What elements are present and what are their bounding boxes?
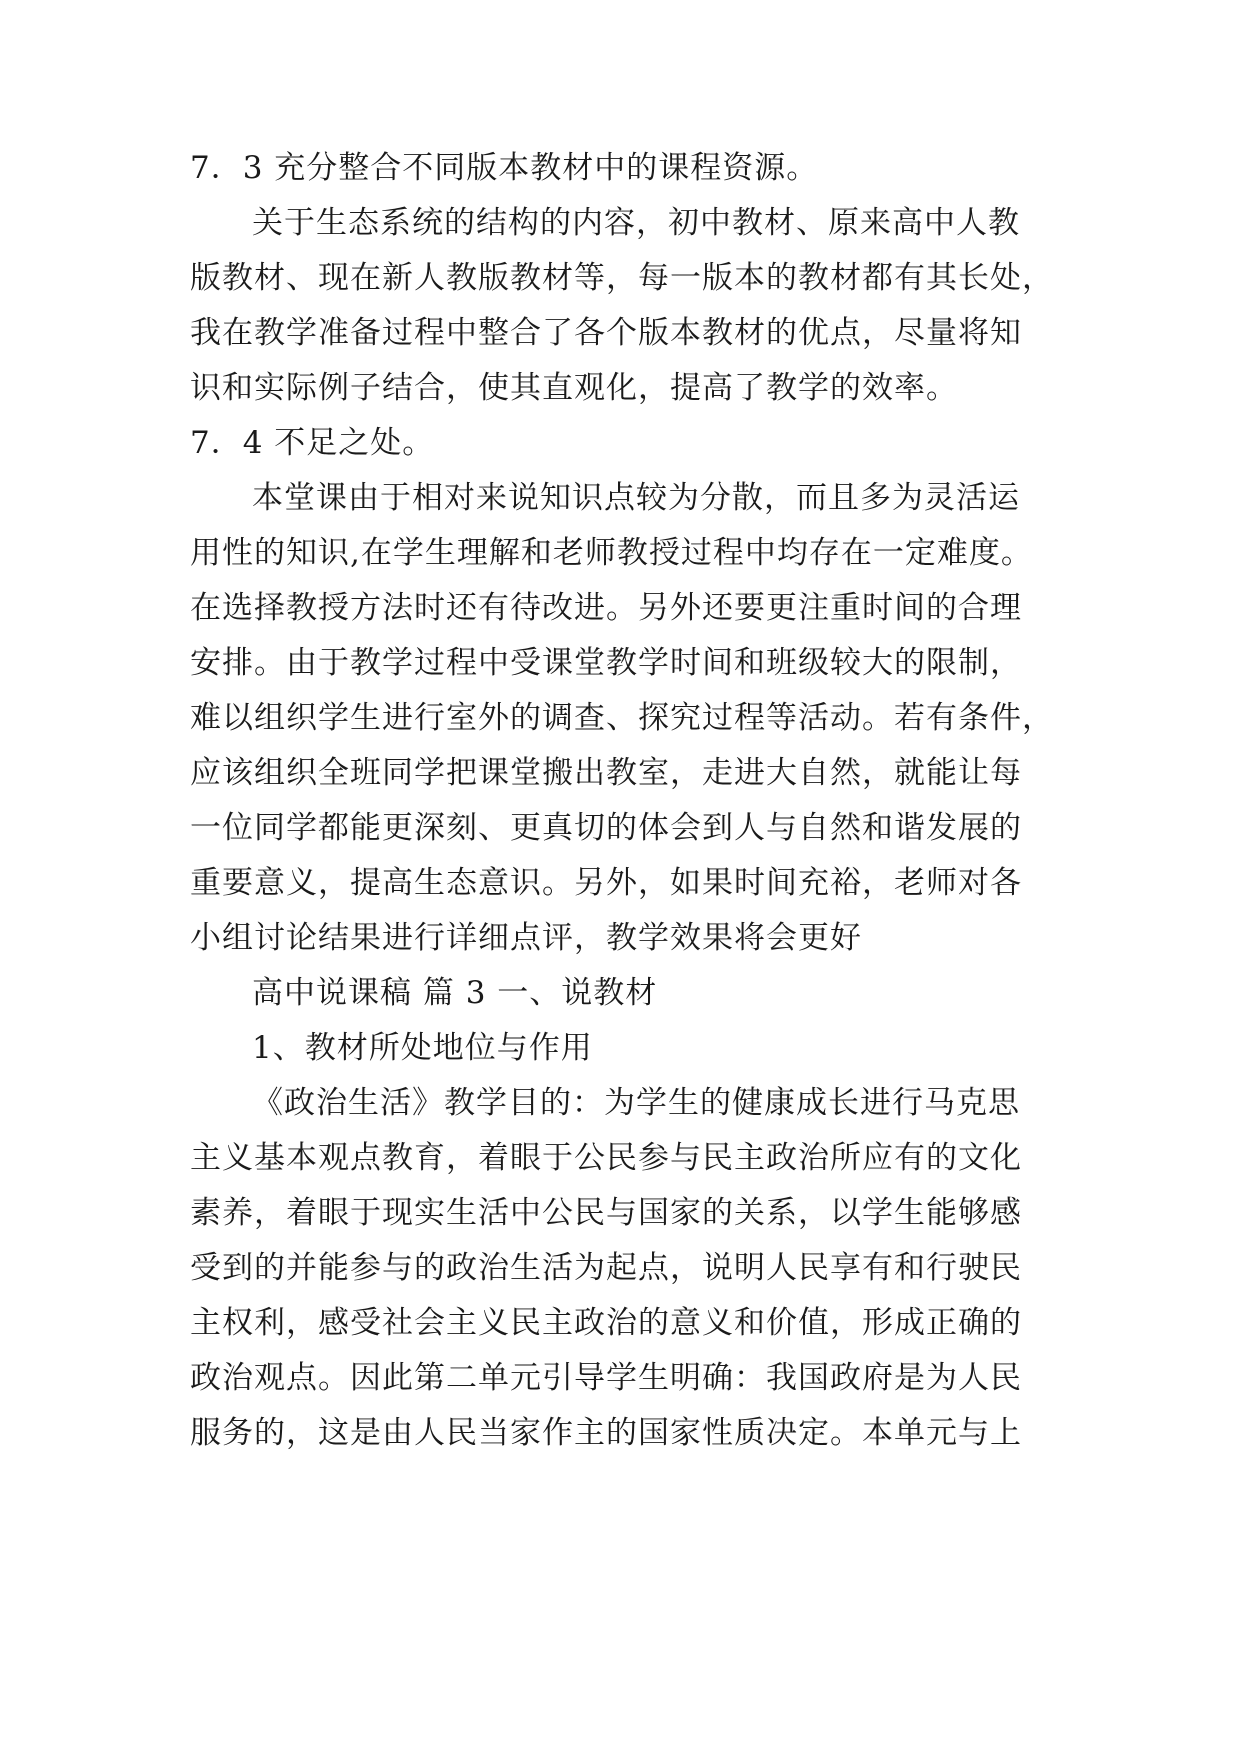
paragraph-line: 小组讨论结果进行详细点评，教学效果将会更好 <box>190 920 862 956</box>
paragraph-line: 服务的，这是由人民当家作主的国家性质决定。本单元与上 <box>190 1415 1022 1451</box>
section-heading-7-4: 7．4 不足之处。 <box>190 425 435 461</box>
paragraph-line: 识和实际例子结合，使其直观化，提高了教学的效率。 <box>190 370 958 406</box>
section-heading-7-3: 7．3 充分整合不同版本教材中的课程资源。 <box>190 150 819 186</box>
paragraph-line: 用性的知识,在学生理解和老师教授过程中均存在一定难度。 <box>190 535 1033 571</box>
paragraph-line: 主权利，感受社会主义民主政治的意义和价值，形成正确的 <box>190 1305 1022 1341</box>
paragraph-line: 受到的并能参与的政治生活为起点，说明人民享有和行驶民 <box>190 1250 1022 1286</box>
subsection-heading: 1、教材所处地位与作用 <box>252 1030 593 1066</box>
paragraph-line: 难以组织学生进行室外的调查、探究过程等活动。若有条件， <box>190 700 1054 736</box>
paragraph-line: 在选择教授方法时还有待改进。另外还要更注重时间的合理 <box>190 590 1022 626</box>
paragraph-line: 政治观点。因此第二单元引导学生明确：我国政府是为人民 <box>190 1360 1022 1396</box>
paragraph-line: 本堂课由于相对来说知识点较为分散，而且多为灵活运 <box>252 480 1020 516</box>
paragraph-line: 素养，着眼于现实生活中公民与国家的关系，以学生能够感 <box>190 1195 1022 1231</box>
paragraph-line: 一位同学都能更深刻、更真切的体会到人与自然和谐发展的 <box>190 810 1022 846</box>
paragraph-line: 版教材、现在新人教版教材等，每一版本的教材都有其长处， <box>190 260 1054 296</box>
section-title: 高中说课稿 篇 3 一、说教材 <box>252 975 658 1011</box>
paragraph-line: 重要意义，提高生态意识。另外，如果时间充裕，老师对各 <box>190 865 1022 901</box>
paragraph-line: 应该组织全班同学把课堂搬出教室，走进大自然，就能让每 <box>190 755 1022 791</box>
paragraph-line: 主义基本观点教育，着眼于公民参与民主政治所应有的文化 <box>190 1140 1022 1176</box>
paragraph-line: 关于生态系统的结构的内容，初中教材、原来高中人教 <box>252 205 1020 241</box>
paragraph-line: 《政治生活》教学目的：为学生的健康成长进行马克思 <box>252 1085 1020 1121</box>
paragraph-line: 安排。由于教学过程中受课堂教学时间和班级较大的限制， <box>190 645 1022 681</box>
paragraph-line: 我在教学准备过程中整合了各个版本教材的优点，尽量将知 <box>190 315 1022 351</box>
